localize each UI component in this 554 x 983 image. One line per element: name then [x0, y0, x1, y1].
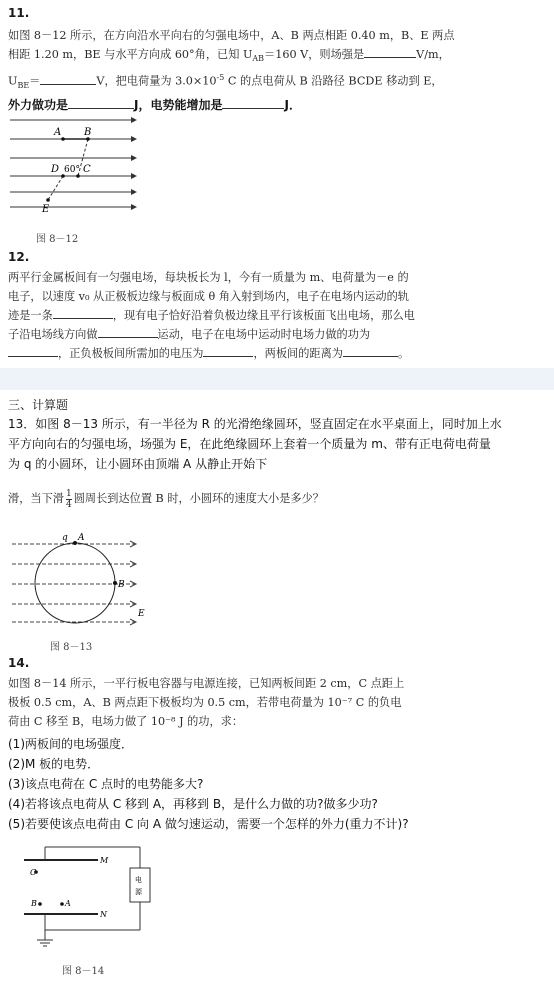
figure-8-13-caption: 图 8－13: [50, 642, 93, 653]
fig-label-e: E: [42, 204, 50, 215]
fig13-label-b: B: [118, 580, 125, 590]
fig13-label-q: q: [62, 533, 68, 543]
q11-line-4: 外力做功是 J，电势能增加是 J．: [8, 98, 301, 113]
figure-8-12-caption: 图 8－12: [36, 234, 79, 245]
q12-line-2: 电子，以速度 v₀ 从正极板边缘与板面成 θ 角入射到场内，电子在电场内运动的轨: [8, 290, 409, 303]
section-divider-band: [0, 368, 554, 390]
question-13-text: [8, 414, 552, 474]
q14-item-2: (2)M 板的电势．: [8, 757, 100, 771]
figure-8-14-caption: 图 8－14: [62, 966, 105, 977]
fig13-label-a: A: [78, 533, 85, 543]
question-14-items: [8, 734, 548, 834]
fig14-label-c: C: [30, 868, 37, 877]
q13-line-1: 13．如图 8－13 所示，有一半径为 R 的光滑绝缘圆环，竖直固定在水平桌面上，同时加上水: [8, 417, 502, 431]
q12-line-5: ，正负极板间所需加的电压为 ，两板间的距离为 。: [8, 344, 548, 363]
fig-label-b: B: [84, 127, 92, 138]
answer-blank[interactable]: [8, 344, 58, 357]
fig14-label-source-2: 源: [135, 888, 142, 896]
figure-8-14: [10, 842, 160, 962]
answer-blank[interactable]: [68, 96, 134, 109]
q14-line-1: 如图 8－14 所示，一平行板电容器与电源连接，已知两板间距 2 cm，C 点距上: [8, 677, 405, 690]
q11-line-1: 如图 8－12 所示，在方向沿水平向右的匀强电场中，A、B 两点相距 0.40 m，B、E 两点: [8, 29, 455, 42]
q14-line-3: 荷由 C 移至 B，电场力做了 10⁻⁸ J 的功，求：: [8, 715, 244, 728]
answer-blank[interactable]: [40, 72, 96, 85]
section-3-heading: 三、计算题: [8, 398, 69, 412]
q12-line-3: 迹是一条 ，现有电子恰好沿着负极边缘且平行该板面飞出电场，那么电: [8, 306, 548, 325]
fig14-label-b: B: [31, 899, 37, 908]
fig14-label-source-1: 电: [135, 876, 142, 884]
fig14-label-a: A: [65, 899, 71, 908]
fig-label-angle: 60°: [64, 165, 80, 175]
question-14-text: [8, 674, 548, 731]
answer-blank[interactable]: [222, 96, 284, 109]
question-11-number: 11.: [8, 6, 30, 20]
fig-label-c: C: [83, 164, 91, 175]
q13-line-3: 为 q 的小圆环，让小圆环由顶端 A 从静止开始下: [8, 457, 268, 471]
answer-blank[interactable]: [364, 45, 416, 58]
answer-blank[interactable]: [203, 344, 253, 357]
fig-label-a: A: [54, 127, 62, 138]
answer-blank[interactable]: [98, 325, 158, 338]
figure-8-12: [8, 112, 148, 242]
q13-line-4: 滑，当下滑 $\frac{1}{4}$ 圆周长到达位置 B 时，小圆环的速度大小是多少？: [8, 488, 324, 510]
q14-item-5: (5)若要使该点电荷由 C 向 A 做匀速运动，需要一个怎样的外力(重力不计)?: [8, 817, 409, 831]
figure-8-13: [10, 530, 150, 630]
q14-item-3: (3)该点电荷在 C 点时的电势能多大?: [8, 777, 204, 791]
q12-line-1: 两平行金属板间有一匀强电场，每块板长为 l，今有一质量为 m、电荷量为－e 的: [8, 271, 409, 284]
q13-line-2: 平方向向右的匀强电场，场强为 E，在此绝缘圆环上套着一个质量为 m、带有正电荷电荷量: [8, 437, 491, 451]
question-12-text: [8, 268, 548, 363]
q14-item-1: (1)两板间的电场强度．: [8, 737, 133, 751]
question-11-text: [8, 26, 548, 115]
question-12-number: 12.: [8, 250, 30, 264]
answer-blank[interactable]: [53, 306, 113, 319]
question-14-number: 14.: [8, 656, 30, 670]
fig13-label-e: E: [138, 609, 145, 619]
q12-line-4: 子沿电场线方向做 运动，电子在电场中运动时电场力做的功为: [8, 325, 548, 344]
answer-blank[interactable]: [343, 344, 398, 357]
fig14-label-n: N: [100, 910, 107, 919]
q11-line-2: 相距 1.20 m，BE 与水平方向成 60°角，已知 $U_{AB}=160$ V，则场强是 V/m，: [8, 45, 548, 68]
fig14-label-m: M: [100, 856, 109, 865]
q14-item-4: (4)若将该点电荷从 C 移到 A，再移到 B，是什么力做的功?做多少功?: [8, 797, 378, 811]
q11-line-3: $U_{BE}= V$，把电荷量为 $3.0\times 10^{-5}$ C 的点电荷从 B 沿路径 BCDE 移动到 E，: [8, 73, 443, 91]
q14-line-2: 极板 0.5 cm，A、B 两点距下极板均为 0.5 cm，若带电荷量为 10⁻⁷ C 的负电: [8, 696, 402, 709]
fig-label-d: D: [51, 164, 60, 175]
